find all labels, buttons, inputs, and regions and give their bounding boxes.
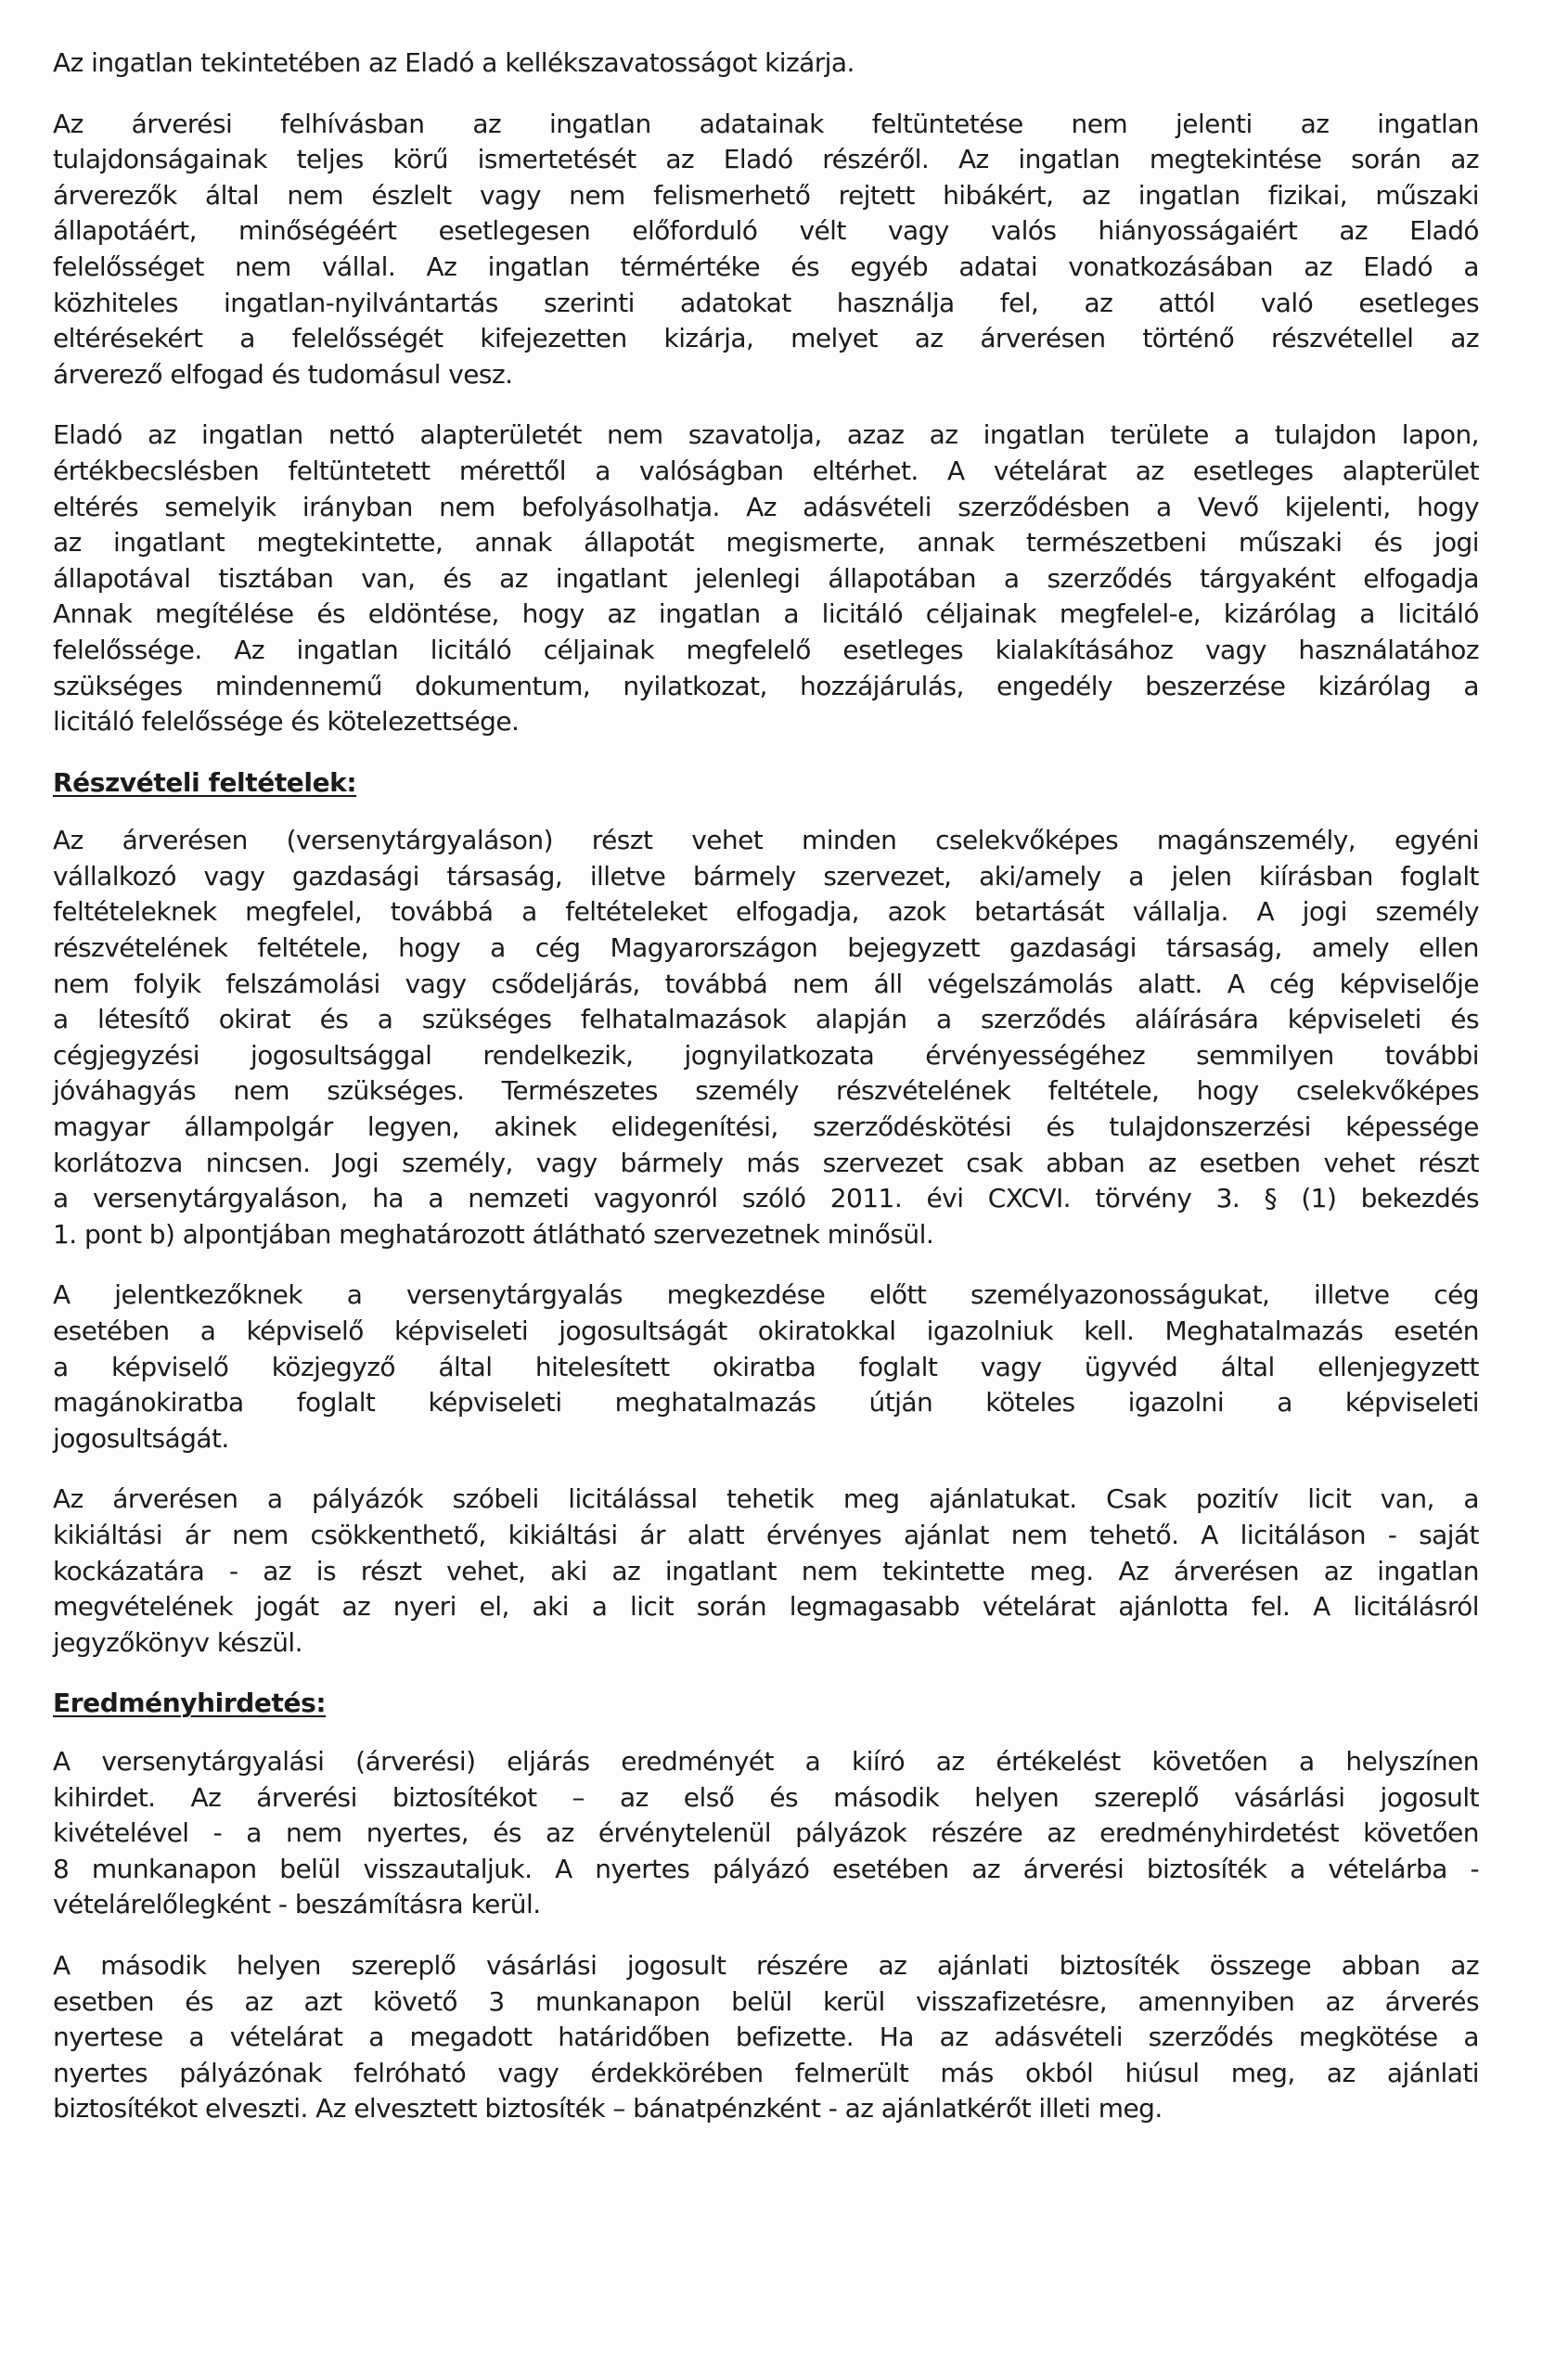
text-line: kivételével - a nem nyertes, és az érvénytelenül pályázok részére az eredményhirdetést követően: [53, 1817, 1479, 1849]
text-line: nem folyik felszámolási vagy csődeljárás, továbbá nem áll végelszámolás alatt. A cég képviselője: [53, 968, 1479, 999]
text-line: esetében a képviselő képviseleti jogosultságát okiratokkal igazolniuk kell. Meghatalmazás esetén: [53, 1316, 1479, 1346]
text-line: esetben és az azt követő 3 munkanapon belül kerül visszafizetésre, amennyiben az árverés: [53, 1985, 1479, 2017]
text-line: magyar állampolgár legyen, akinek elidegenítési, szerződéskötési és tulajdonszerzési képessége: [53, 1111, 1479, 1143]
text-line: szükséges mindennemű dokumentum, nyilatkozat, hozzájárulás, engedély beszerzése kizárólag a: [53, 670, 1479, 701]
text-line: magánokiratba foglalt képviseleti meghatalmazás útján köteles igazolni a képviseleti: [53, 1387, 1479, 1419]
text-line: árverező elfogad és tudomásul vesz.: [53, 358, 513, 390]
text-line: jóváhagyás nem szükséges. Természetes személy részvételének feltétele, hogy cselekvőképes: [53, 1075, 1479, 1107]
text-line: állapotáért, minőségéért esetlegesen előforduló vélt vagy valós hiányosságaiért az Eladó: [53, 215, 1479, 247]
text-line: a létesítő okirat és a szükséges felhatalmazások alapján a szerződés aláírására képviseleti és: [53, 1004, 1479, 1035]
text-line: a képviselő közjegyző által hitelesített okiratba foglalt vagy ügyvéd által ellenjegyzett: [53, 1351, 1479, 1382]
text-line: kihirdet. Az árverési biztosítékot – az első és második helyen szereplő vásárlási jogosult: [53, 1781, 1479, 1813]
text-line: Az ingatlan tekintetében az Eladó a kellékszavatosságot kizárja.: [53, 47, 855, 78]
text-line: kockázatára - az is részt vehet, aki az ingatlant nem tekintette meg. Az árverésen az ingatlan: [53, 1555, 1479, 1586]
text-line: a versenytárgyaláson, ha a nemzeti vagyonról szóló 2011. évi CXCVI. törvény 3. § (1) bekezdés: [53, 1183, 1479, 1214]
text-line: eltérésekért a felelősségét kifejezetten kizárja, melyet az árverésen történő részvétellel az: [53, 323, 1479, 354]
text-line: állapotával tisztában van, és az ingatlant jelenlegi állapotában a szerződés tárgyaként elfogadja: [53, 562, 1479, 594]
text-line: licitáló felelőssége és kötelezettsége.: [53, 706, 520, 738]
text-line: részvételének feltétele, hogy a cég Magyarországon bejegyzett gazdasági társaság, amely ellen: [53, 932, 1479, 964]
text-line: Az árverésen (versenytárgyaláson) részt vehet minden cselekvőképes magánszemély, egyéni: [53, 825, 1479, 856]
text-line: megvételének jogát az nyeri el, aki a licit során legmagasabb vételárat ajánlotta fel. A licitálásról: [53, 1591, 1479, 1623]
text-line: feltételeknek megfelel, továbbá a feltételeket elfogadja, azok betartását vállalja. A jogi személy: [53, 896, 1479, 928]
text-line: 1. pont b) alpontjában meghatározott átlátható szervezetnek minősül.: [53, 1218, 934, 1250]
text-line: jegyzőkönyv készül.: [53, 1626, 303, 1658]
paragraph-floor-area: [53, 417, 1479, 739]
text-line: korlátozva nincsen. Jogi személy, vagy bármely más szervezet csak abban az esetben vehet részt: [53, 1147, 1479, 1178]
text-line: A versenytárgyalási (árverési) eljárás eredményét a kiíró az értékelést követően a helyszínen: [53, 1745, 1479, 1777]
text-line: cégjegyzési jogosultsággal rendelkezik, jognyilatkozata érvényességéhez semmilyen további: [53, 1039, 1479, 1071]
text-line: nyertes pályázónak felróható vagy érdekkörében felmerült más okból hiúsul meg, az ajánlati: [53, 2057, 1479, 2088]
text-line: kikiáltási ár nem csökkenthető, kikiáltási ár alatt érvényes ajánlat nem tehető. A licitáláson - saját: [53, 1519, 1479, 1550]
text-line: 8 munkanapon belül visszautaljuk. A nyertes pályázó esetében az árverési biztosíték a vételárba -: [53, 1853, 1479, 1884]
text-line: az ingatlant megtekintette, annak állapotát megismerte, annak természetbeni műszaki és jogi: [53, 527, 1479, 558]
text-line: A második helyen szereplő vásárlási jogosult részére az ajánlati biztosíték összege abban az: [53, 1949, 1479, 1981]
paragraph-deposit-refund: [53, 1948, 1479, 2127]
text-line: eltérés semelyik irányban nem befolyásolhatja. Az adásvételi szerződésben a Vevő kijelenti, hogy: [53, 491, 1479, 522]
text-line: tulajdonságainak teljes körű ismertetését az Eladó részéről. Az ingatlan megtekintése során az: [53, 144, 1479, 175]
paragraph-warranty-exclusion: [53, 45, 1479, 82]
text-line: A jelentkezőknek a versenytárgyalás megkezdése előtt személyazonosságukat, illetve cég: [53, 1279, 1479, 1311]
text-line: felelősséget nem vállal. Az ingatlan térmértéke és egyéb adatai vonatkozásában az Eladó a: [53, 250, 1479, 282]
paragraph-eligibility: [53, 823, 1479, 1252]
section-participation: [53, 765, 1479, 802]
document-page: [53, 45, 1479, 2152]
section-heading-participation: Részvételi feltételek:: [53, 766, 357, 798]
text-line: felelőssége. Az ingatlan licitáló céljainak megfelelő esetleges kialakításához vagy használatához: [53, 634, 1479, 665]
text-line: árverezők által nem észlelt vagy nem felismerhető rejtett hibákért, az ingatlan fizikai, műszaki: [53, 179, 1479, 211]
paragraph-property-data-liability: [53, 107, 1479, 393]
paragraph-bidding: [53, 1482, 1479, 1661]
text-line: vállalkozó vagy gazdasági társaság, illetve bármely szervezet, aki/amely a jelen kiírásban foglalt: [53, 860, 1479, 892]
paragraph-results-announcement: [53, 1744, 1479, 1923]
text-line: Az árverésen a pályázók szóbeli licitálással tehetik meg ajánlatukat. Csak pozitív licit van, a: [53, 1483, 1479, 1515]
text-line: vételárelőlegként - beszámításra kerül.: [53, 1889, 541, 1920]
text-line: Eladó az ingatlan nettó alapterületét nem szavatolja, azaz az ingatlan területe a tulajdon lapon,: [53, 419, 1479, 451]
paragraph-identification: [53, 1277, 1479, 1457]
text-line: értékbecslésben feltüntetett mérettől a valóságban eltérhet. A vételárat az esetleges alapterület: [53, 455, 1479, 486]
text-line: Az árverési felhívásban az ingatlan adatainak feltüntetése nem jelenti az ingatlan: [53, 108, 1479, 139]
text-line: jogosultságát.: [53, 1422, 229, 1454]
text-line: Annak megítélése és eldöntése, hogy az ingatlan a licitáló céljainak megfelel-e, kizárólag a licitáló: [53, 598, 1479, 630]
section-heading-results: Eredményhirdetés:: [53, 1688, 327, 1719]
text-line: közhiteles ingatlan-nyilvántartás szerinti adatokat használja fel, az attól való esetleges: [53, 287, 1479, 318]
text-line: biztosítékot elveszti. Az elvesztett biztosíték – bánatpénzként - az ajánlatkérőt illeti meg.: [53, 2093, 1163, 2125]
text-line: nyertese a vételárat a megadott határidőben befizette. Ha az adásvételi szerződés megkötése a: [53, 2022, 1479, 2053]
section-results: [53, 1686, 1479, 1722]
